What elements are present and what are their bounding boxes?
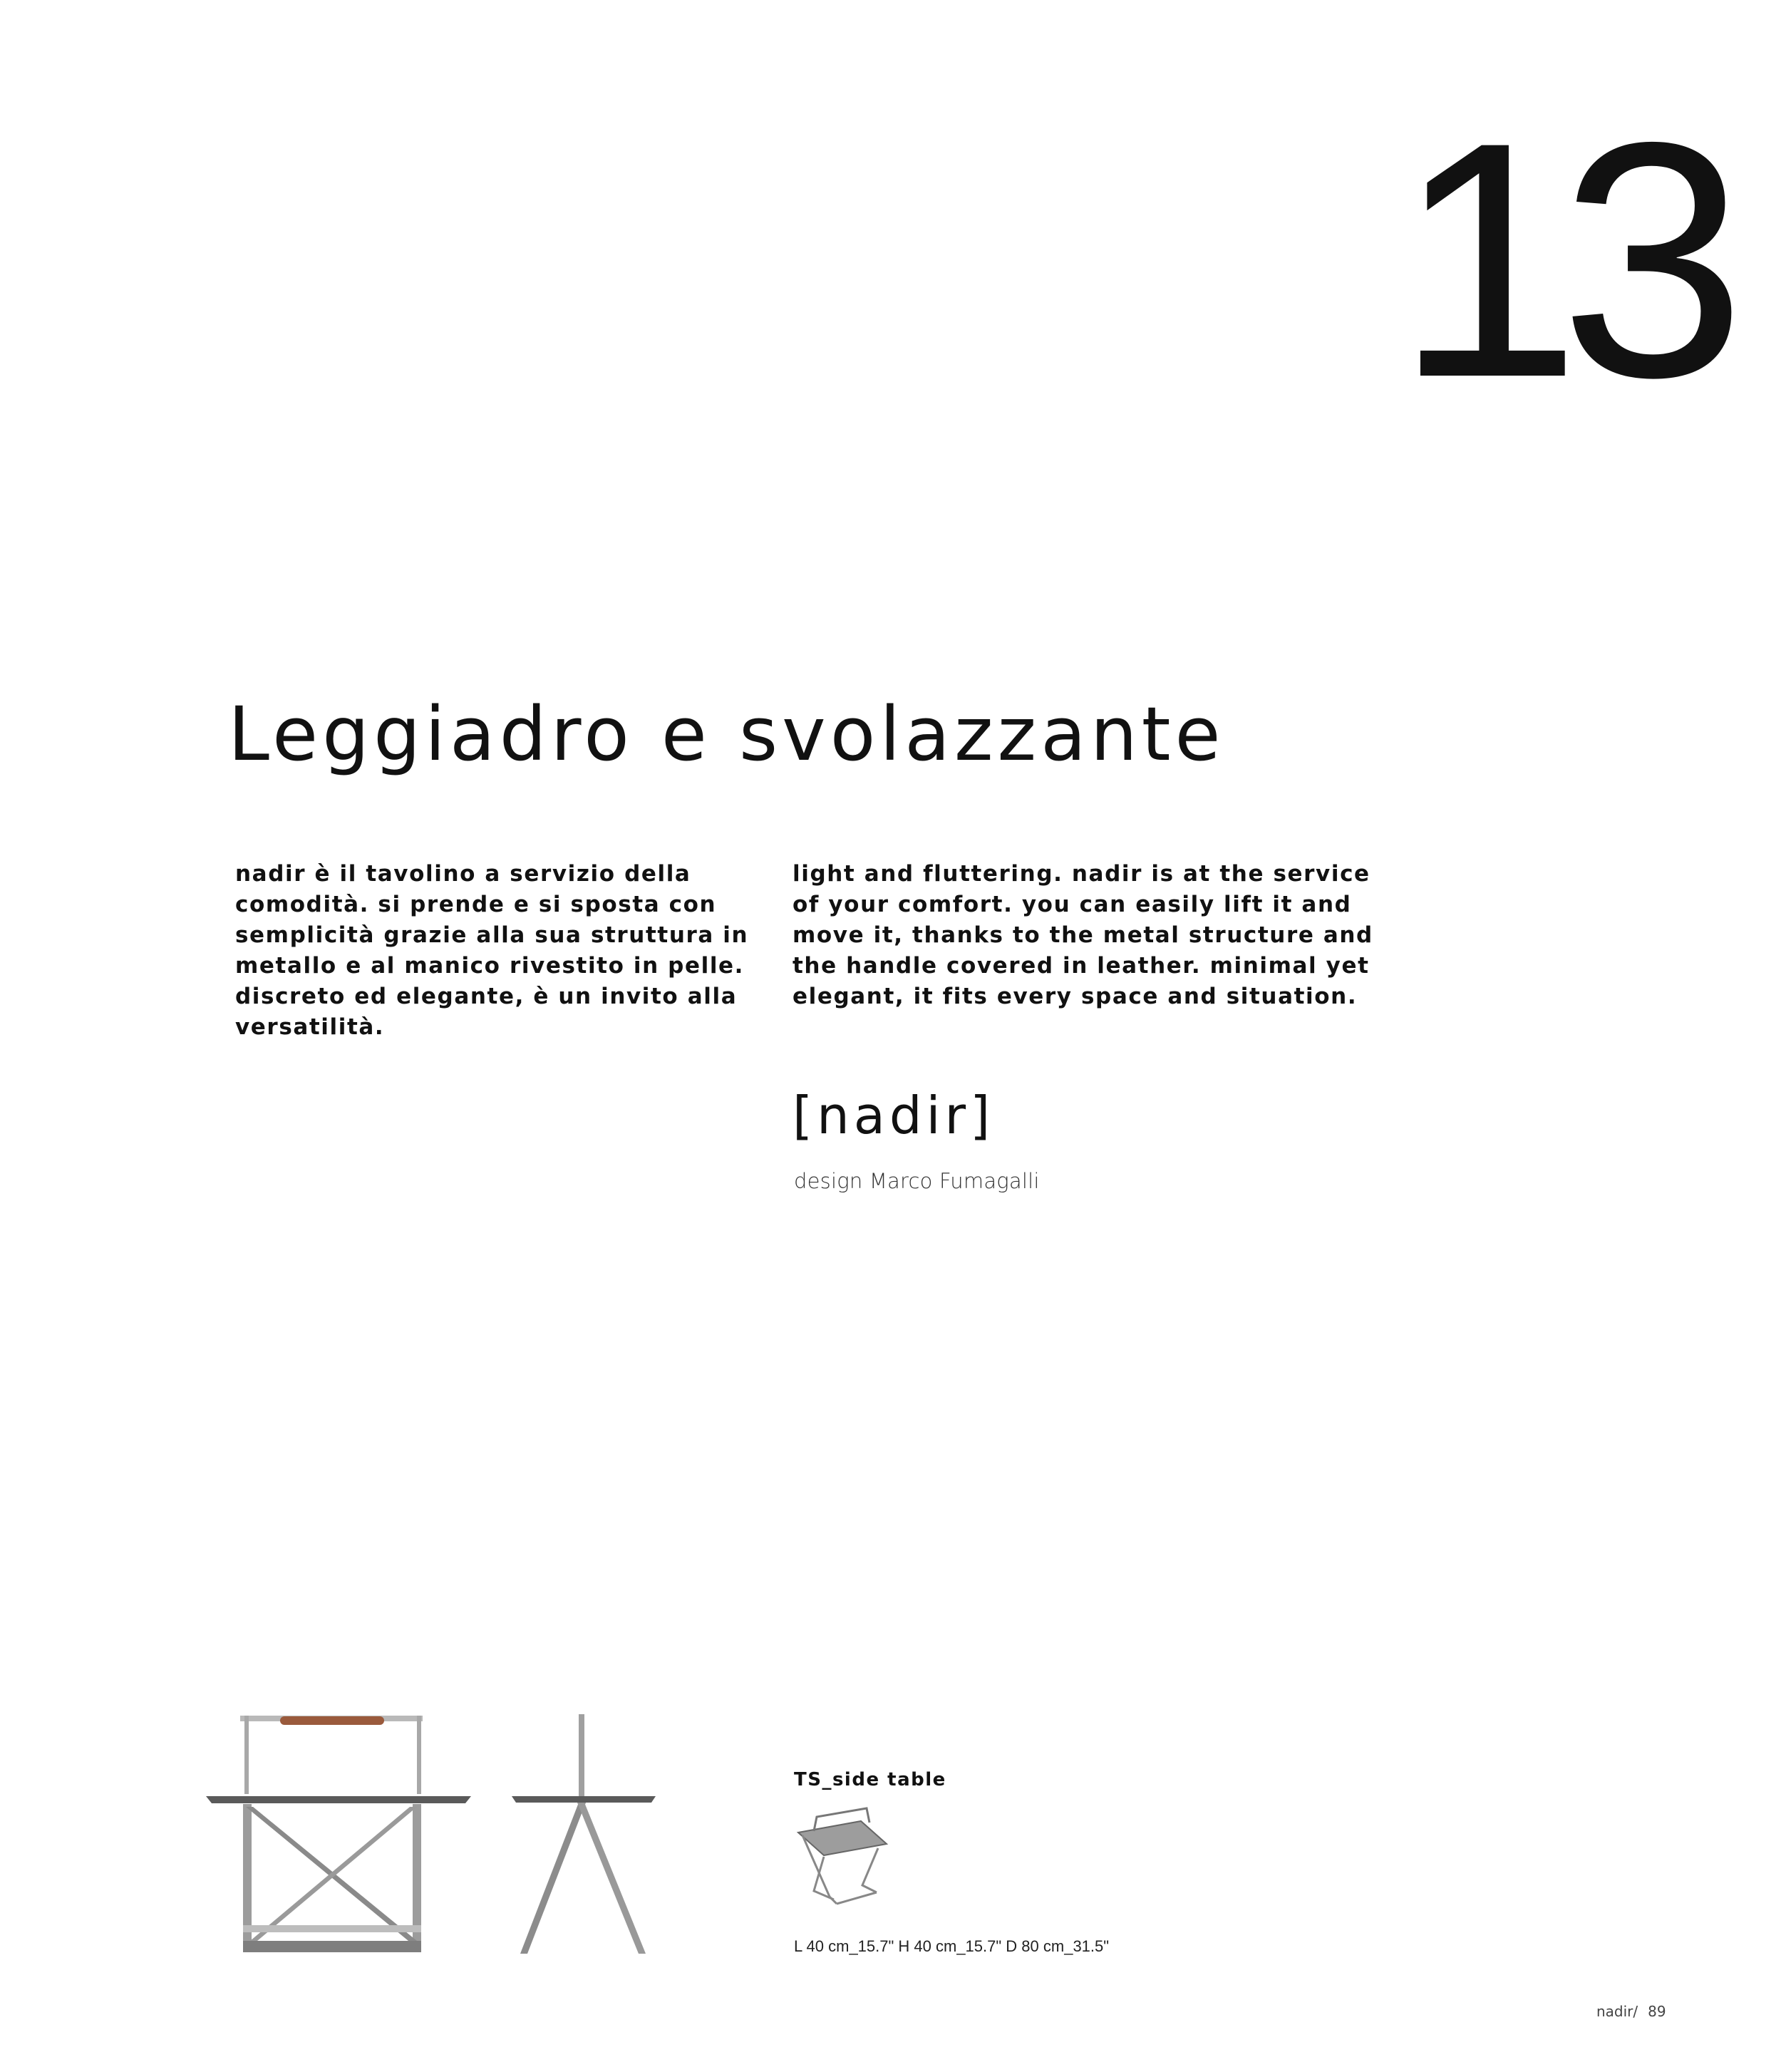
product-code-label: TS_side table	[794, 1769, 946, 1790]
body-line: the handle covered in leather. minimal yet	[793, 953, 1370, 979]
body-line: comodità. si prende e si sposta con	[235, 892, 717, 917]
product-photo-front	[203, 1714, 474, 1957]
body-line: light and fluttering. nadir is at the service	[793, 861, 1370, 887]
body-line: discreto ed elegante, è un invito alla	[235, 984, 738, 1009]
page-folio	[1596, 2003, 1666, 2020]
body-line: metallo e al manico rivestito in pelle.	[235, 953, 745, 979]
body-line: of your comfort. you can easily lift it and	[793, 892, 1352, 917]
product-photo-side	[506, 1714, 663, 1957]
body-line: nadir è il tavolino a servizio della	[235, 861, 691, 887]
product-dimensions: L 40 cm_15.7" H 40 cm_15.7" D 80 cm_31.5"	[794, 1937, 1110, 1955]
body-text-italian	[235, 859, 791, 1043]
page-headline: Leggiadro e svolazzante	[228, 691, 1225, 778]
body-line: semplicità grazie alla sua struttura in	[235, 922, 749, 948]
designer-credit: design Marco Fumagalli	[794, 1169, 1040, 1193]
side-table-icon	[793, 1807, 892, 1914]
body-line: versatilità.	[235, 1014, 385, 1040]
product-name: [nadir]	[793, 1086, 995, 1145]
page-number: 89	[1648, 2003, 1666, 2020]
folio-label: nadir/	[1596, 2003, 1638, 2020]
body-text-english	[793, 859, 1373, 1012]
body-line: elegant, it fits every space and situation.	[793, 984, 1358, 1009]
body-line: move it, thanks to the metal structure and	[793, 922, 1373, 948]
chapter-number: 13	[1395, 73, 1725, 447]
